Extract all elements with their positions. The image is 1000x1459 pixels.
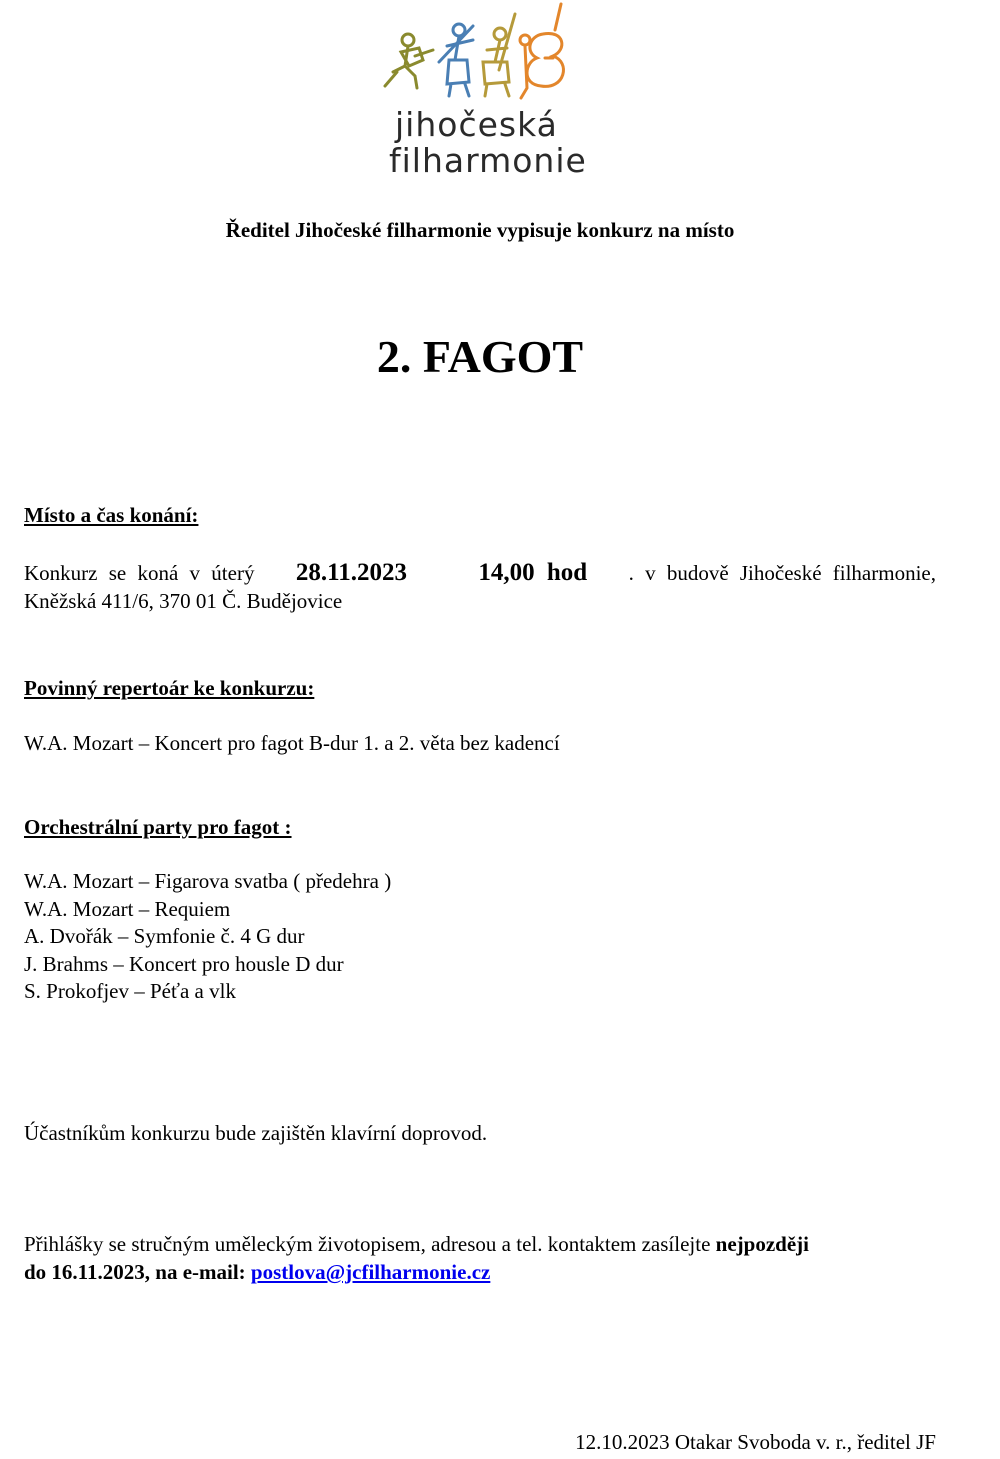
- orchestral-heading: Orchestrální party pro fagot :: [24, 815, 292, 839]
- orchestra-logo: [375, 0, 590, 192]
- musicians-icon: [375, 0, 590, 110]
- list-item: W.A. Mozart – Requiem: [24, 896, 231, 921]
- venue-address: Kněžská 411/6, 370 01 Č. Budějovice: [24, 589, 343, 613]
- application-deadline-label: nejpozději: [715, 1232, 809, 1256]
- venue-suffix: . v budově Jihočeské filharmonie,: [628, 561, 936, 585]
- list-item: J. Brahms – Koncert pro housle D dur: [24, 951, 344, 976]
- accompaniment-note: Účastníkům konkurzu bude zajištěn klavírní doprovod.: [24, 1121, 488, 1145]
- venue-heading: Místo a čas konání:: [24, 503, 199, 527]
- signature: 12.10.2023 Otakar Svoboda v. r., ředitel JF: [575, 1430, 936, 1454]
- email-link[interactable]: postlova@jcfilharmonie.cz: [250, 1260, 491, 1284]
- list-item: S. Prokofjev – Péťa a vlk: [24, 979, 236, 1003]
- list-item: A. Dvořák – Symfonie č. 4 G dur: [24, 924, 305, 948]
- venue-prefix: Konkurz se koná v úterý: [24, 561, 255, 585]
- venue-paragraph: [24, 559, 936, 615]
- repertoire-heading: Povinný repertoár ke konkurzu:: [24, 676, 315, 700]
- venue-time: 14,00 hod: [478, 559, 588, 586]
- application-deadline: do 16.11.2023, na e-mail:: [24, 1260, 251, 1284]
- orchestral-list: [24, 868, 391, 1006]
- application-paragraph: [24, 1230, 944, 1286]
- venue-date: 28.11.2023: [295, 559, 407, 586]
- intro-text: Ředitel Jihočeské filharmonie vypisuje konkurz na místo: [225, 218, 735, 242]
- repertoire-item: W.A. Mozart – Koncert pro fagot B-dur 1. a 2. věta bez kadencí: [24, 731, 560, 755]
- page-title: 2. FAGOT: [376, 331, 584, 382]
- application-text: Přihlášky se stručným uměleckým životopisem, adresou a tel. kontaktem zasílejte: [24, 1232, 716, 1256]
- list-item: W.A. Mozart – Figarova svatba ( předehra ): [24, 869, 392, 893]
- logo-name-line2: filharmonie: [389, 141, 587, 180]
- logo-name-line1: jihočeská: [395, 105, 558, 144]
